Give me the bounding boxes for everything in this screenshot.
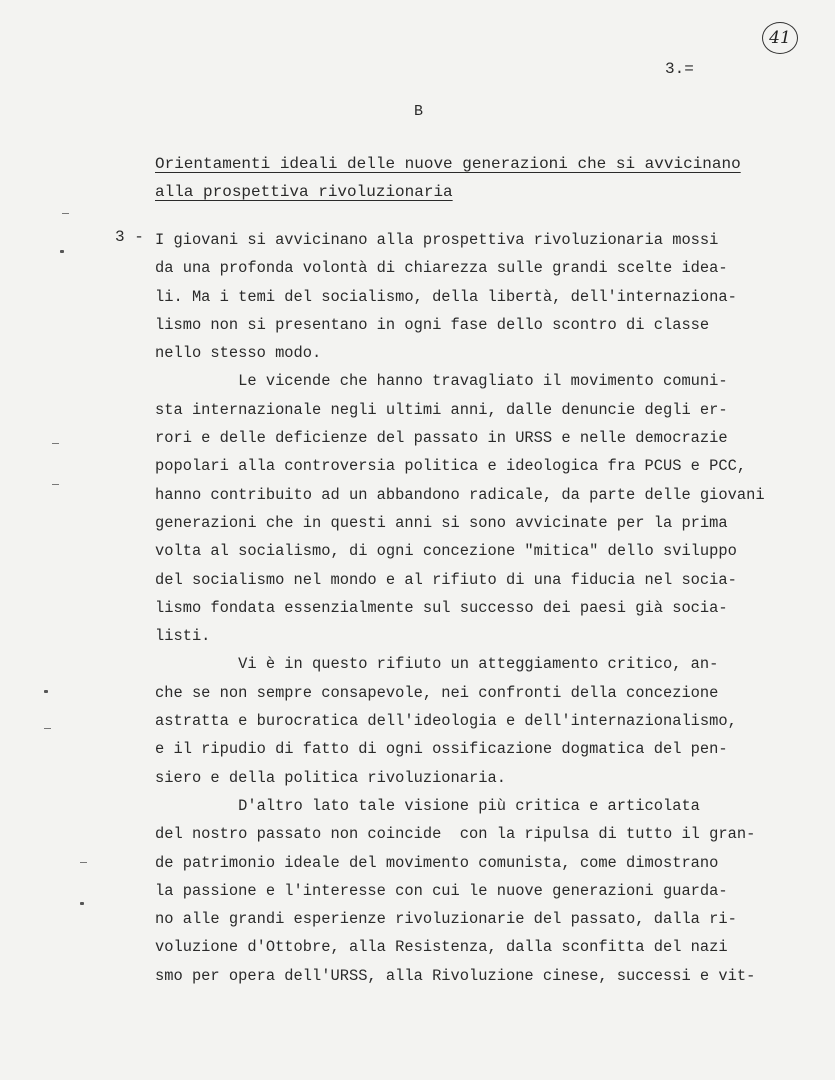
paragraph-number: 3 -: [115, 228, 144, 246]
text-line: siero e della politica rivoluzionaria.: [155, 768, 506, 787]
text-line: che se non sempre consapevole, nei confronti della concezione: [155, 683, 719, 702]
text-line: del nostro passato non coincide con la ripulsa di tutto il gran-: [155, 825, 756, 844]
text-line: listi.: [155, 627, 211, 646]
margin-mark: [80, 862, 87, 863]
archive-stamp: 41: [762, 22, 798, 54]
text-line: no alle grandi esperienze rivoluzionarie del passato, dalla ri-: [155, 910, 737, 929]
text-line: rori e delle deficienze del passato in URSS e nelle democrazie: [155, 429, 728, 448]
section-title: [155, 150, 741, 206]
text-line: lismo non si presentano in ogni fase dello scontro di classe: [155, 315, 710, 334]
text-line: nello stesso modo.: [155, 344, 322, 363]
margin-mark: [62, 213, 69, 214]
text-line: generazioni che in questi anni si sono avvicinate per la prima: [155, 513, 728, 532]
text-line: Vi è in questo rifiuto un atteggiamento critico, an-: [155, 655, 719, 674]
body-text: [155, 226, 765, 990]
margin-mark: [52, 484, 59, 485]
text-line: lismo fondata essenzialmente sul successo dei paesi già socia-: [155, 598, 728, 617]
margin-mark: [52, 443, 59, 444]
text-line: astratta e burocratica dell'ideologia e dell'internazionalismo,: [155, 712, 737, 731]
text-line: I giovani si avvicinano alla prospettiva rivoluzionaria mossi: [155, 231, 719, 249]
page-number: 3.=: [665, 60, 694, 78]
text-line: smo per opera dell'URSS, alla Rivoluzione cinese, successi e vit-: [155, 966, 756, 985]
margin-mark: [80, 902, 84, 905]
text-line: D'altro lato tale visione più critica e articolata: [155, 796, 700, 815]
margin-mark: [44, 690, 48, 693]
title-line: Orientamenti ideali delle nuove generazioni che si avvicinano: [155, 155, 741, 173]
margin-mark: [44, 728, 51, 729]
text-line: Le vicende che hanno travagliato il movimento comuni-: [155, 372, 728, 391]
text-line: volta al socialismo, di ogni concezione "mitica" dello sviluppo: [155, 542, 737, 561]
text-line: sta internazionale negli ultimi anni, dalle denuncie degli er-: [155, 400, 728, 419]
text-line: da una profonda volontà di chiarezza sulle grandi scelte idea-: [155, 259, 728, 278]
text-line: voluzione d'Ottobre, alla Resistenza, dalla sconfitta del nazi: [155, 938, 728, 957]
section-letter: B: [414, 103, 424, 120]
text-line: hanno contribuito ad un abbandono radicale, da parte delle giovani: [155, 485, 765, 504]
text-line: popolari alla controversia politica e ideologica fra PCUS e PCC,: [155, 457, 747, 476]
title-line: alla prospettiva rivoluzionaria: [155, 183, 453, 201]
margin-mark: [60, 250, 64, 253]
text-line: del socialismo nel mondo e al rifiuto di una fiducia nel socia-: [155, 570, 737, 589]
text-line: de patrimonio ideale del movimento comunista, come dimostrano: [155, 853, 719, 872]
text-line: la passione e l'interesse con cui le nuove generazioni guarda-: [155, 881, 728, 900]
text-line: e il ripudio di fatto di ogni ossificazione dogmatica del pen-: [155, 740, 728, 759]
text-line: li. Ma i temi del socialismo, della libertà, dell'internaziona-: [155, 287, 737, 306]
